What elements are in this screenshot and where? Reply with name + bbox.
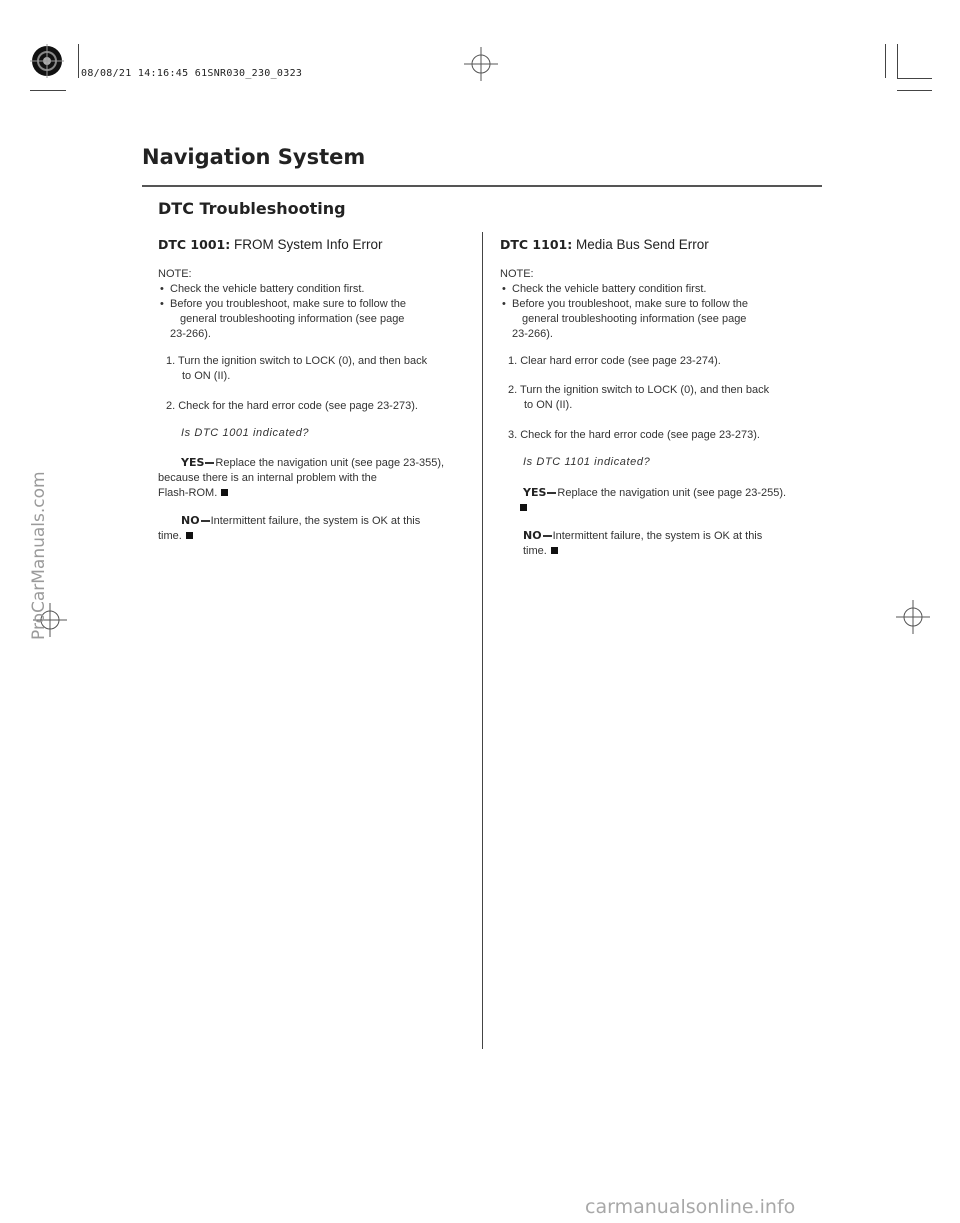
crop-mark <box>897 44 898 78</box>
yes-branch-left: YES Replace the navigation unit (see page 23-355), because there is an internal problem with the Flash-ROM. <box>158 456 445 499</box>
registration-mark-icon <box>30 44 64 78</box>
dtc-heading-right: DTC 1101: Media Bus Send Error <box>500 237 709 252</box>
column-divider <box>482 232 483 1049</box>
section-title: DTC Troubleshooting <box>158 199 346 218</box>
crop-mark <box>897 78 932 79</box>
end-mark-icon <box>186 532 193 539</box>
title-rule <box>142 185 822 187</box>
dtc-heading-left: DTC 1001: FROM System Info Error <box>158 237 383 252</box>
step-2-right: 2. Turn the ignition switch to LOCK (0), and then back to ON (II). <box>508 384 770 411</box>
end-mark-icon <box>520 504 527 511</box>
crosshair-mark-icon <box>464 47 498 81</box>
question-left: Is DTC 1001 indicated? <box>181 427 310 439</box>
yes-branch-right: YES Replace the navigation unit (see page 23-255). <box>500 485 830 516</box>
side-watermark: ProCarManuals.com <box>29 471 49 640</box>
note-block-right: NOTE: • Check the vehicle battery condition first. • Before you troubleshoot, make sure to follow the general troubleshooting information (see page 23-266). <box>500 267 830 342</box>
step-1-right: 1. Clear hard error code (see page 23-274). <box>508 355 721 367</box>
crop-mark <box>885 44 886 78</box>
note-block-left: NOTE: • Check the vehicle battery condition first. • Before you troubleshoot, make sure to follow the general troubleshooting information (see page 23-266). <box>158 267 478 342</box>
step-1-left: 1. Turn the ignition switch to LOCK (0), and then back to ON (II). <box>166 355 428 382</box>
question-right: Is DTC 1101 indicated? <box>523 456 651 468</box>
crop-mark <box>78 44 79 78</box>
step-2-left: 2. Check for the hard error code (see page 23-273). <box>166 400 418 412</box>
end-mark-icon <box>221 489 228 496</box>
print-timestamp: 08/08/21 14:16:45 61SNR030_230_0323 <box>81 68 303 79</box>
page-title: Navigation System <box>142 145 366 169</box>
crop-mark <box>30 90 66 91</box>
no-branch-right: NO Intermittent failure, the system is OK at this time. <box>523 529 763 557</box>
crosshair-mark-icon <box>896 600 930 634</box>
no-branch-left: NO Intermittent failure, the system is OK at this time. <box>158 514 421 542</box>
crop-mark <box>897 90 932 91</box>
end-mark-icon <box>551 547 558 554</box>
step-3-right: 3. Check for the hard error code (see page 23-273). <box>508 429 760 441</box>
bottom-watermark: carmanualsonline.info <box>585 1196 796 1218</box>
